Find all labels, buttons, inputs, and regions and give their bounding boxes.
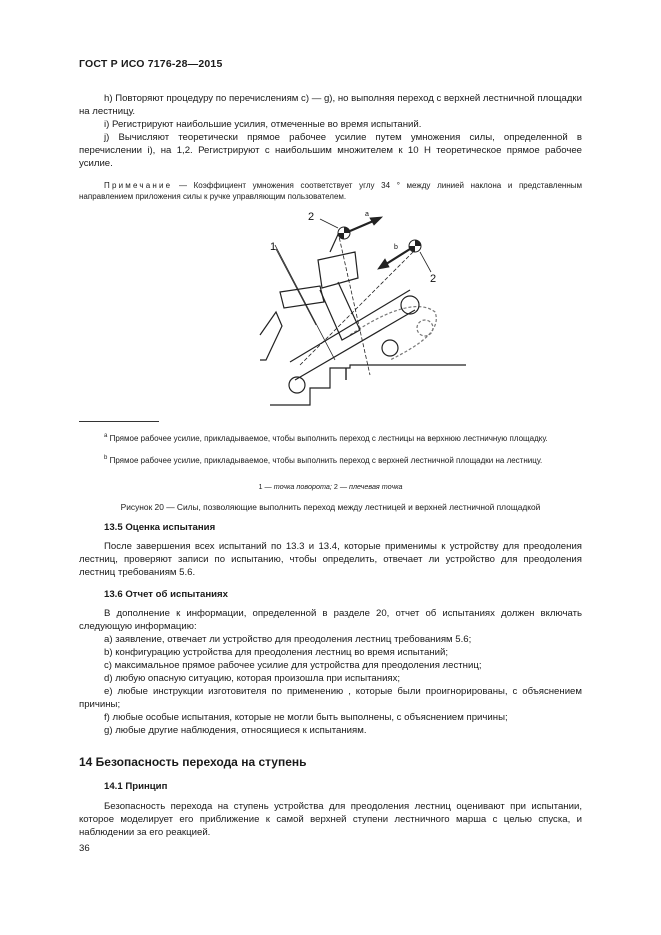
stair-outline bbox=[270, 365, 466, 405]
paragraph-h: h) Повторяют процедуру по перечислениям c) — g), но выполняя переход с верхней лестничной площадки на лестницу. bbox=[79, 93, 582, 117]
report-item-a: a) заявление, отвечает ли устройство для преодоления лестниц требованиям 5.6; bbox=[104, 634, 472, 645]
section-14-1-heading: 14.1 Принцип bbox=[104, 781, 168, 792]
section-13-6-intro: В дополнение к информации, определенной в разделе 20, отчет об испытаниях должен включать следующую информацию: bbox=[79, 608, 582, 632]
section-14-heading: 14 Безопасность перехода на ступень bbox=[79, 755, 307, 769]
legend-number-2: 2 bbox=[333, 482, 338, 491]
paragraph-j: j) Вычисляют теоретически прямое рабочее усилие путем умножения силы, определенной в перечислении i), на 1,2. Регистрируют с наибольшим множителем к 10 Н теоретическое прямое рабочее усилие. bbox=[79, 132, 582, 169]
pivot-point-symbol bbox=[338, 227, 350, 239]
label-2-leader-top bbox=[320, 219, 338, 228]
footnote-b-text: Прямое рабочее усилие, прикладываемое, чтобы выполнить переход с верхней лестничной площадки на лестницу. bbox=[107, 456, 543, 465]
figure-label-1: 1 bbox=[270, 241, 277, 253]
note-text: — Коэффициент умножения соответствует углу 34 ° между линией наклона и представленным направлением приложения силы к ручке управляющим пользователем. bbox=[79, 181, 582, 201]
section-13-6-heading: 13.6 Отчет об испытаниях bbox=[104, 589, 228, 600]
report-item-e: e) любые инструкции изготовителя по применению , которые были проигнорированы, с объяснением причины; bbox=[79, 686, 582, 710]
footnote-a bbox=[79, 431, 582, 444]
report-item-f: f) любые особые испытания, которые не могли быть выполнены, с объяснением причины; bbox=[104, 712, 508, 723]
force-label-a: a bbox=[365, 211, 369, 218]
figure-caption: Рисунок 20 — Силы, позволяющие выполнить переход между лестницей и верхней лестничной площадкой bbox=[120, 502, 541, 512]
chair-frame bbox=[320, 282, 360, 340]
force-label-b: b bbox=[394, 244, 398, 251]
footnote-a-text: Прямое рабочее усилие, прикладываемое, чтобы выполнить переход с лестницы на верхнюю лестничную площадку. bbox=[107, 434, 548, 443]
shoulder-point-symbol bbox=[409, 240, 421, 252]
track-upper bbox=[290, 290, 410, 362]
footnote-rule bbox=[79, 421, 159, 422]
report-item-d: d) любую опасную ситуацию, которая произошла при испытаниях; bbox=[104, 673, 401, 684]
wheel-ghost bbox=[417, 320, 433, 336]
figure-legend bbox=[0, 482, 661, 491]
wheel-mid bbox=[382, 340, 398, 356]
document-header: ГОСТ Р ИСО 7176-28—2015 bbox=[79, 58, 223, 70]
occupant-leg bbox=[260, 312, 282, 360]
label-2-leader-right bbox=[420, 252, 431, 272]
legend-text-1: — точка поворота; bbox=[262, 482, 334, 491]
reference-line-2 bbox=[338, 232, 370, 375]
page-number: 36 bbox=[79, 843, 90, 854]
report-item-g: g) любые другие наблюдения, относящиеся к испытаниям. bbox=[104, 725, 367, 736]
note bbox=[79, 180, 582, 202]
figure-label-2-right: 2 bbox=[430, 273, 437, 285]
footnote-b-mark: b bbox=[104, 455, 108, 461]
section-14-1-text: Безопасность перехода на ступень устройства для преодоления лестниц оценивают при испытании, которое моделирует его приближение к самой верхней ступени лестничного марша с целью спуска, и наблюдении за его реакцией. bbox=[79, 801, 582, 838]
figure-20-diagram bbox=[220, 200, 470, 410]
paragraph-i: i) Регистрируют наибольшие усилия, отмеченные во время испытаний. bbox=[104, 119, 422, 130]
report-item-c: c) максимальное прямое рабочее усилие для устройства для преодоления лестниц; bbox=[104, 660, 482, 671]
report-item-b: b) конфигурацию устройства для преодоления лестниц во время испытаний; bbox=[104, 647, 448, 658]
note-label: Примечание bbox=[104, 181, 173, 190]
figure-label-2-top: 2 bbox=[308, 211, 315, 223]
wheel-top bbox=[401, 296, 419, 314]
section-13-5-text: После завершения всех испытаний по 13.3 и 13.4, которые применимы к устройству для преодоления лестниц, проверяют записи по испытанию, чтобы определить, отвечает ли устройство для преодоления лестниц требованиям 5.6. bbox=[79, 541, 582, 578]
section-13-5-heading: 13.5 Оценка испытания bbox=[104, 522, 216, 533]
footnote-a-mark: a bbox=[104, 433, 108, 439]
legend-number-1: 1 bbox=[258, 482, 263, 491]
track-ghost bbox=[350, 307, 436, 360]
legend-text-2: — плечевая точка bbox=[337, 482, 403, 491]
footnote-b bbox=[79, 453, 582, 466]
